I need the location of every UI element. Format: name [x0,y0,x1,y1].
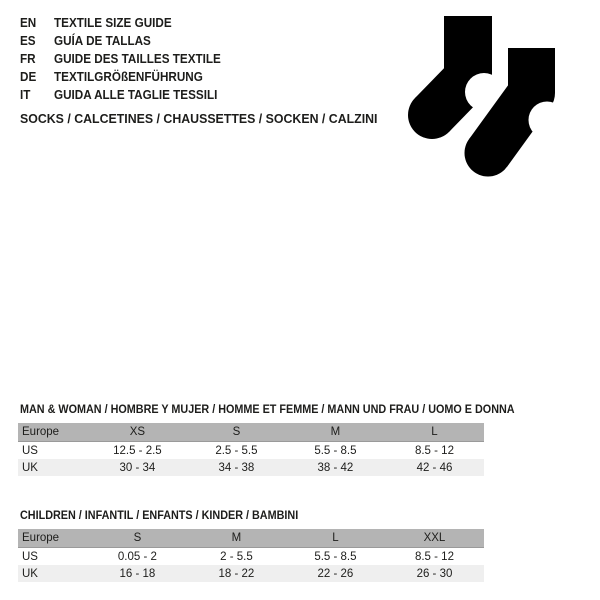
table-title-man-woman: MAN & WOMAN / HOMBRE Y MUJER / HOMME ET FEMME / MANN UND FRAU / UOMO E DONNA [20,402,515,416]
language-code: EN [20,14,37,30]
size-cell: 42 - 46 [385,459,484,476]
column-header-s: S [187,423,286,442]
region-cell: UK [18,565,88,582]
size-cell: 38 - 42 [286,459,385,476]
column-header-europe: Europe [18,529,88,548]
language-row-en [20,13,239,31]
table-row-uk [18,565,484,582]
language-row-es [20,31,239,49]
column-header-europe: Europe [18,423,88,442]
column-header-l: L [286,529,385,548]
region-cell: UK [18,459,88,476]
size-cell: 30 - 34 [88,459,187,476]
table-row-us [18,442,484,460]
size-table-man-woman [18,423,484,476]
language-row-it [20,85,239,103]
size-cell: 2 - 5.5 [220,550,253,563]
language-label: TEXTILE SIZE GUIDE [54,14,172,30]
language-code: IT [20,86,31,102]
size-cell: 26 - 30 [385,565,484,582]
column-header-l: L [385,423,484,442]
size-cell: 0.05 - 2 [117,550,157,563]
column-header-s: S [88,529,187,548]
language-code: ES [20,32,36,48]
size-table-section-children [18,508,484,582]
column-header-m: M [187,529,286,548]
table-row-us [18,548,484,566]
table-row-uk [18,459,484,476]
size-cell: 8.5 - 12 [414,550,454,563]
size-cell: 16 - 18 [88,565,187,582]
header-row [18,423,484,442]
language-row-fr [20,49,239,67]
size-cell: 8.5 - 12 [414,444,454,457]
column-header-xxl: XXL [385,529,484,548]
size-table-section-man-woman [18,402,515,476]
column-header-xs: XS [88,423,187,442]
region-cell: US [22,550,38,563]
region-cell: US [22,444,38,457]
language-label: GUIDE DES TAILLES TEXTILE [54,50,221,66]
language-label: TEXTILGRÖßENFÜHRUNG [54,68,203,84]
size-cell: 5.5 - 8.5 [314,550,357,563]
language-label: GUÍA DE TALLAS [54,32,151,48]
language-label: GUIDA ALLE TAGLIE TESSILI [54,86,218,102]
size-cell: 5.5 - 8.5 [314,444,357,457]
language-code: DE [20,68,37,84]
size-cell: 2.5 - 5.5 [215,444,258,457]
language-row-de [20,67,239,85]
size-table-children [18,529,484,582]
column-header-m: M [286,423,385,442]
size-cell: 22 - 26 [286,565,385,582]
size-cell: 12.5 - 2.5 [113,444,162,457]
size-cell: 18 - 22 [187,565,286,582]
size-cell: 34 - 38 [187,459,286,476]
category-heading: SOCKS / CALCETINES / CHAUSSETTES / SOCKEN / CALZINI [20,111,378,126]
table-title-children: CHILDREN / INFANTIL / ENFANTS / KINDER / BAMBINI [20,508,299,522]
header-row [18,529,484,548]
language-list [20,13,239,103]
socks-icon [405,8,575,186]
language-code: FR [20,50,36,66]
